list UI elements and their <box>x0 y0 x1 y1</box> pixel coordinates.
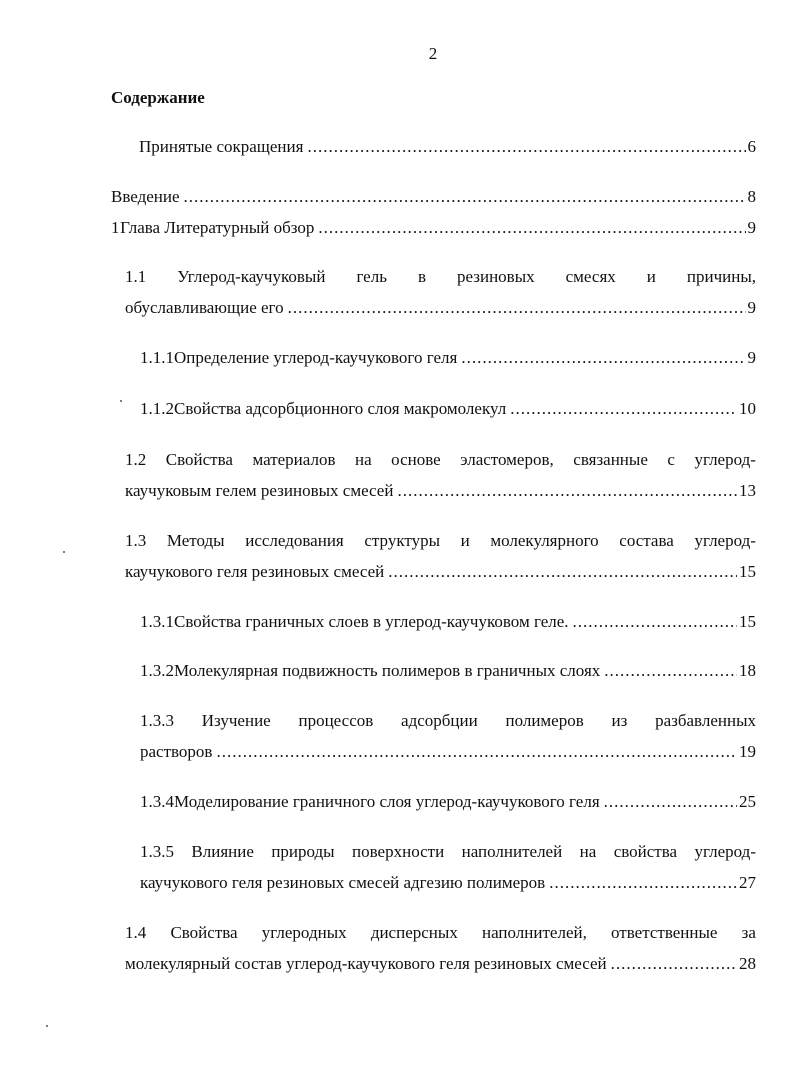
toc-word: за <box>741 923 756 942</box>
toc-word: Свойства <box>170 923 238 942</box>
toc-entry[interactable] <box>125 562 756 582</box>
toc-entry-number: 1.3 <box>125 531 147 550</box>
dot-leader <box>184 187 746 207</box>
toc-word: связанные <box>573 450 648 469</box>
toc-word: разбавленных <box>655 711 756 730</box>
toc-word: углерод- <box>694 450 756 469</box>
toc-entry-text: каучуковым гелем резиновых смесей <box>125 481 394 500</box>
dot-leader <box>604 792 737 812</box>
toc-page-number: 9 <box>747 218 756 237</box>
toc-word: и <box>646 267 656 286</box>
toc-word: поверхности <box>352 842 445 861</box>
toc-word: с <box>667 450 675 469</box>
toc-word: и <box>460 531 470 550</box>
toc-entry-text: каучукового геля резиновых смесей адгезию полимеров <box>140 873 546 892</box>
toc-entry-number: 1.3.2 <box>140 661 174 680</box>
toc-entry-number: 1.4 <box>125 923 147 942</box>
toc-entry[interactable] <box>140 742 756 762</box>
toc-word: адсорбции <box>401 711 478 730</box>
scan-speck <box>46 1025 48 1027</box>
dot-leader <box>288 298 746 318</box>
toc-entry-text: Определение углерод-каучукового геля <box>174 348 458 367</box>
toc-page-number: 27 <box>739 873 756 892</box>
toc-entry[interactable] <box>140 399 756 419</box>
toc-entry-number: 1.1.1 <box>140 348 174 367</box>
toc-entry-text: молекулярный состав углерод-каучукового геля резиновых смесей <box>125 954 607 973</box>
dot-leader <box>397 481 737 501</box>
toc-word: на <box>355 450 372 469</box>
dot-leader <box>216 742 737 762</box>
toc-entry[interactable] <box>140 661 756 681</box>
toc-page-number: 10 <box>739 399 756 418</box>
dot-leader <box>604 661 737 681</box>
toc-word: ответственные <box>611 923 718 942</box>
toc-entry-first-line[interactable] <box>140 842 756 862</box>
toc-entry-number: 1 <box>111 218 120 237</box>
toc-word: в <box>417 267 426 286</box>
toc-word: исследования <box>245 531 344 550</box>
toc-page-number: 15 <box>739 612 756 631</box>
toc-page-number: 9 <box>747 298 756 317</box>
toc-word: процессов <box>298 711 374 730</box>
toc-word: Влияние <box>191 842 254 861</box>
scan-speck <box>63 551 65 553</box>
toc-word: Свойства <box>165 450 233 469</box>
toc-entry-first-line[interactable] <box>125 531 756 551</box>
toc-entry[interactable] <box>140 873 756 893</box>
toc-entry-first-line[interactable] <box>140 711 756 731</box>
toc-entry[interactable] <box>140 612 756 632</box>
dot-leader <box>510 399 737 419</box>
toc-word: основе <box>391 450 441 469</box>
toc-entry[interactable] <box>111 187 756 207</box>
toc-word: свойства <box>613 842 678 861</box>
toc-word: наполнителей <box>461 842 563 861</box>
toc-word: причины, <box>686 267 756 286</box>
toc-entry-number: 1.3.1 <box>140 612 174 631</box>
toc-entry-number: 1.3.5 <box>140 842 174 861</box>
toc-title: Содержание <box>111 88 205 107</box>
toc-entry-text: Глава Литературный обзор <box>120 218 315 237</box>
toc-page-number: 6 <box>747 137 756 156</box>
toc-word: углерод- <box>694 531 756 550</box>
toc-word: резиновых <box>457 267 535 286</box>
toc-entry-first-line[interactable] <box>125 267 756 287</box>
toc-page-number: 19 <box>739 742 756 761</box>
toc-page-number: 15 <box>739 562 756 581</box>
toc-word: материалов <box>252 450 336 469</box>
toc-word: состава <box>619 531 674 550</box>
dot-leader <box>611 954 737 974</box>
dot-leader <box>549 873 737 893</box>
toc-word: природы <box>271 842 335 861</box>
toc-page-number: 8 <box>747 187 756 206</box>
toc-entry-text: Введение <box>111 187 180 206</box>
toc-page-number: 28 <box>739 954 756 973</box>
toc-entry[interactable] <box>140 792 756 812</box>
dot-leader <box>318 218 745 238</box>
toc-entry-number: 1.1 <box>125 267 147 286</box>
toc-entry-text: Молекулярная подвижность полимеров в граничных слоях <box>174 661 601 680</box>
toc-word: эластомеров, <box>460 450 554 469</box>
toc-word: Изучение <box>201 711 271 730</box>
toc-word: из <box>611 711 628 730</box>
page-number: 2 <box>428 44 438 63</box>
toc-word: на <box>579 842 597 861</box>
toc-entry-number: 1.2 <box>125 450 147 469</box>
toc-entry[interactable] <box>125 481 756 501</box>
toc-entry-text: обуславливающие его <box>125 298 284 317</box>
toc-entry-first-line[interactable] <box>125 923 756 943</box>
toc-word: полимеров <box>505 711 584 730</box>
toc-word: наполнителей, <box>482 923 587 942</box>
toc-entry-text: растворов <box>140 742 213 761</box>
toc-entry[interactable] <box>140 348 756 368</box>
toc-word: структуры <box>364 531 440 550</box>
toc-word: Методы <box>166 531 225 550</box>
toc-entry[interactable] <box>125 298 756 318</box>
toc-word: гель <box>356 267 387 286</box>
toc-page-number: 25 <box>739 792 756 811</box>
toc-page-number: 18 <box>739 661 756 680</box>
toc-entry[interactable] <box>139 137 756 157</box>
toc-entry-number: 1.3.3 <box>140 711 174 730</box>
toc-word: молекулярного <box>490 531 599 550</box>
toc-word: смесях <box>565 267 616 286</box>
toc-entry-number: 1.3.4 <box>140 792 174 811</box>
dot-leader <box>573 612 737 632</box>
toc-entry[interactable] <box>111 218 756 238</box>
dot-leader <box>461 348 745 368</box>
toc-word: углеродных <box>261 923 347 942</box>
toc-entry[interactable] <box>125 954 756 974</box>
toc-word: углерод- <box>694 842 756 861</box>
toc-entry-text: каучукового геля резиновых смесей <box>125 562 385 581</box>
toc-entry-first-line[interactable] <box>125 450 756 470</box>
scan-speck <box>120 400 122 402</box>
dot-leader <box>307 137 745 157</box>
toc-word: дисперсных <box>370 923 458 942</box>
toc-entry-text: Моделирование граничного слоя углерод-каучукового геля <box>174 792 600 811</box>
dot-leader <box>388 562 737 582</box>
toc-word: Углерод-каучуковый <box>177 267 326 286</box>
toc-page-number: 13 <box>739 481 756 500</box>
toc-entry-text: Свойства адсорбционного слоя макромолекул <box>174 399 507 418</box>
toc-entry-text: Принятые сокращения <box>139 137 304 156</box>
toc-entry-text: Свойства граничных слоев в углерод-каучуковом геле. <box>174 612 569 631</box>
toc-page-number: 9 <box>747 348 756 367</box>
toc-entry-number: 1.1.2 <box>140 399 174 418</box>
